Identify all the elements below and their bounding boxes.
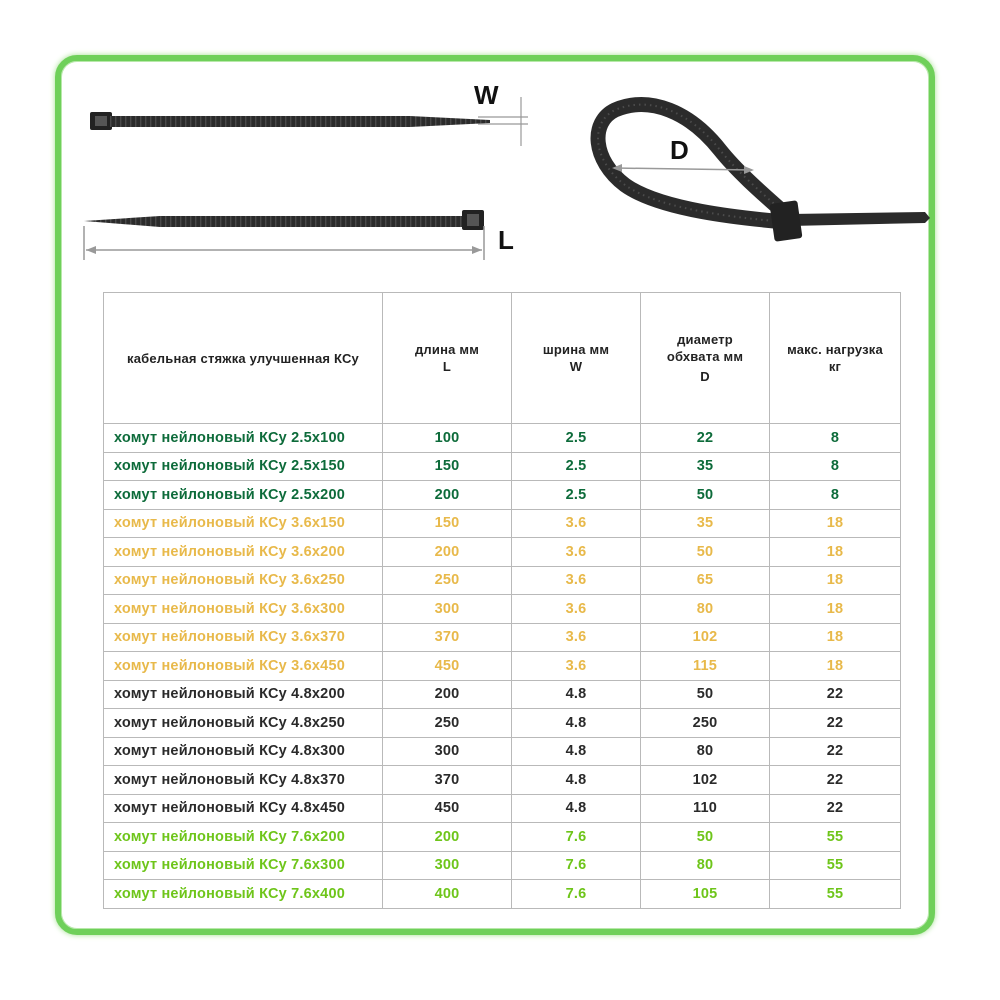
header-length	[383, 293, 512, 424]
cell-width: 3.6	[512, 509, 641, 538]
cell-length: 150	[383, 452, 512, 481]
table-row	[104, 737, 901, 766]
cell-width: 7.6	[512, 823, 641, 852]
cell-name: хомут нейлоновый КСу 3.6х150	[104, 509, 383, 538]
cell-diameter: 22	[641, 424, 770, 453]
table-row	[104, 424, 901, 453]
diameter-label: D	[670, 135, 689, 165]
header-width-line1: шрина мм	[542, 342, 610, 357]
table-row	[104, 851, 901, 880]
cell-length: 200	[383, 680, 512, 709]
cell-length: 250	[383, 709, 512, 738]
cell-diameter: 65	[641, 566, 770, 595]
cell-load: 22	[770, 709, 901, 738]
cable-tie-loop	[598, 105, 930, 242]
cell-length: 100	[383, 424, 512, 453]
header-diameter-line1: диаметр обхвата мм	[666, 332, 744, 364]
table-row	[104, 623, 901, 652]
table-row	[104, 452, 901, 481]
cell-diameter: 50	[641, 538, 770, 567]
cell-name: хомут нейлоновый КСу 2.5х100	[104, 424, 383, 453]
cable-tie-straight-top	[90, 112, 490, 130]
cell-name: хомут нейлоновый КСу 2.5х150	[104, 452, 383, 481]
header-length-line1: длина мм	[414, 342, 480, 357]
header-name: кабельная стяжка улучшенная КСу	[104, 293, 383, 424]
header-width-line2: W	[569, 359, 583, 374]
table-row	[104, 566, 901, 595]
cell-load: 22	[770, 794, 901, 823]
cell-load: 8	[770, 424, 901, 453]
spec-table	[103, 292, 901, 909]
header-load	[770, 293, 901, 424]
cell-length: 370	[383, 766, 512, 795]
cell-length: 400	[383, 880, 512, 909]
cell-diameter: 80	[641, 851, 770, 880]
cell-width: 2.5	[512, 452, 641, 481]
header-diameter	[641, 293, 770, 424]
cell-name: хомут нейлоновый КСу 2.5х200	[104, 481, 383, 510]
cell-load: 18	[770, 509, 901, 538]
cell-name: хомут нейлоновый КСу 7.6х300	[104, 851, 383, 880]
cell-name: хомут нейлоновый КСу 7.6х400	[104, 880, 383, 909]
length-dimension-marker	[84, 226, 484, 260]
cell-diameter: 110	[641, 794, 770, 823]
cell-diameter: 50	[641, 481, 770, 510]
cell-length: 250	[383, 566, 512, 595]
cell-name: хомут нейлоновый КСу 3.6х450	[104, 652, 383, 681]
cell-load: 22	[770, 766, 901, 795]
cell-load: 18	[770, 652, 901, 681]
cell-name: хомут нейлоновый КСу 4.8х450	[104, 794, 383, 823]
header-load-line1: макс. нагрузка	[787, 342, 883, 357]
cell-diameter: 105	[641, 880, 770, 909]
cable-tie-straight-bottom	[84, 210, 484, 230]
cell-width: 4.8	[512, 737, 641, 766]
table-header-row	[104, 293, 901, 424]
cell-diameter: 102	[641, 623, 770, 652]
cell-diameter: 80	[641, 737, 770, 766]
cell-name: хомут нейлоновый КСу 4.8х250	[104, 709, 383, 738]
header-length-line2: L	[442, 359, 452, 374]
cell-width: 2.5	[512, 424, 641, 453]
cell-load: 18	[770, 623, 901, 652]
header-width	[512, 293, 641, 424]
cell-diameter: 35	[641, 509, 770, 538]
cell-load: 22	[770, 680, 901, 709]
cell-load: 55	[770, 823, 901, 852]
cell-width: 3.6	[512, 623, 641, 652]
cell-width: 7.6	[512, 880, 641, 909]
cell-name: хомут нейлоновый КСу 7.6х200	[104, 823, 383, 852]
cell-load: 18	[770, 566, 901, 595]
cell-load: 18	[770, 538, 901, 567]
cell-diameter: 50	[641, 680, 770, 709]
cell-length: 200	[383, 823, 512, 852]
cell-length: 370	[383, 623, 512, 652]
cell-width: 7.6	[512, 851, 641, 880]
table-row	[104, 880, 901, 909]
cell-diameter: 80	[641, 595, 770, 624]
table-row	[104, 709, 901, 738]
table-row	[104, 794, 901, 823]
cell-length: 200	[383, 481, 512, 510]
cell-width: 4.8	[512, 766, 641, 795]
cell-length: 300	[383, 737, 512, 766]
cell-length: 200	[383, 538, 512, 567]
cell-width: 3.6	[512, 652, 641, 681]
cell-width: 3.6	[512, 566, 641, 595]
width-label: W	[474, 80, 499, 110]
length-label: L	[498, 225, 514, 255]
table-row	[104, 509, 901, 538]
cell-diameter: 250	[641, 709, 770, 738]
cell-name: хомут нейлоновый КСу 3.6х200	[104, 538, 383, 567]
cell-length: 300	[383, 851, 512, 880]
cell-name: хомут нейлоновый КСу 3.6х300	[104, 595, 383, 624]
table-body	[104, 424, 901, 909]
cell-length: 450	[383, 652, 512, 681]
table-row	[104, 652, 901, 681]
cell-load: 18	[770, 595, 901, 624]
cell-name: хомут нейлоновый КСу 3.6х250	[104, 566, 383, 595]
table-row	[104, 766, 901, 795]
cell-length: 300	[383, 595, 512, 624]
cell-width: 3.6	[512, 595, 641, 624]
table-row	[104, 823, 901, 852]
cell-load: 8	[770, 481, 901, 510]
cell-load: 8	[770, 452, 901, 481]
table-row	[104, 481, 901, 510]
cell-name: хомут нейлоновый КСу 3.6х370	[104, 623, 383, 652]
cell-width: 2.5	[512, 481, 641, 510]
header-diameter-line2: D	[700, 369, 710, 384]
cell-width: 3.6	[512, 538, 641, 567]
cell-length: 450	[383, 794, 512, 823]
cell-diameter: 102	[641, 766, 770, 795]
table-row	[104, 538, 901, 567]
cell-name: хомут нейлоновый КСу 4.8х300	[104, 737, 383, 766]
cell-diameter: 50	[641, 823, 770, 852]
cell-width: 4.8	[512, 680, 641, 709]
cell-diameter: 115	[641, 652, 770, 681]
cell-length: 150	[383, 509, 512, 538]
cell-load: 22	[770, 737, 901, 766]
header-load-line2: кг	[828, 359, 842, 374]
cell-name: хомут нейлоновый КСу 4.8х370	[104, 766, 383, 795]
cell-width: 4.8	[512, 709, 641, 738]
cell-diameter: 35	[641, 452, 770, 481]
cell-load: 55	[770, 851, 901, 880]
table-row	[104, 680, 901, 709]
cell-load: 55	[770, 880, 901, 909]
table-row	[104, 595, 901, 624]
cell-width: 4.8	[512, 794, 641, 823]
cell-name: хомут нейлоновый КСу 4.8х200	[104, 680, 383, 709]
